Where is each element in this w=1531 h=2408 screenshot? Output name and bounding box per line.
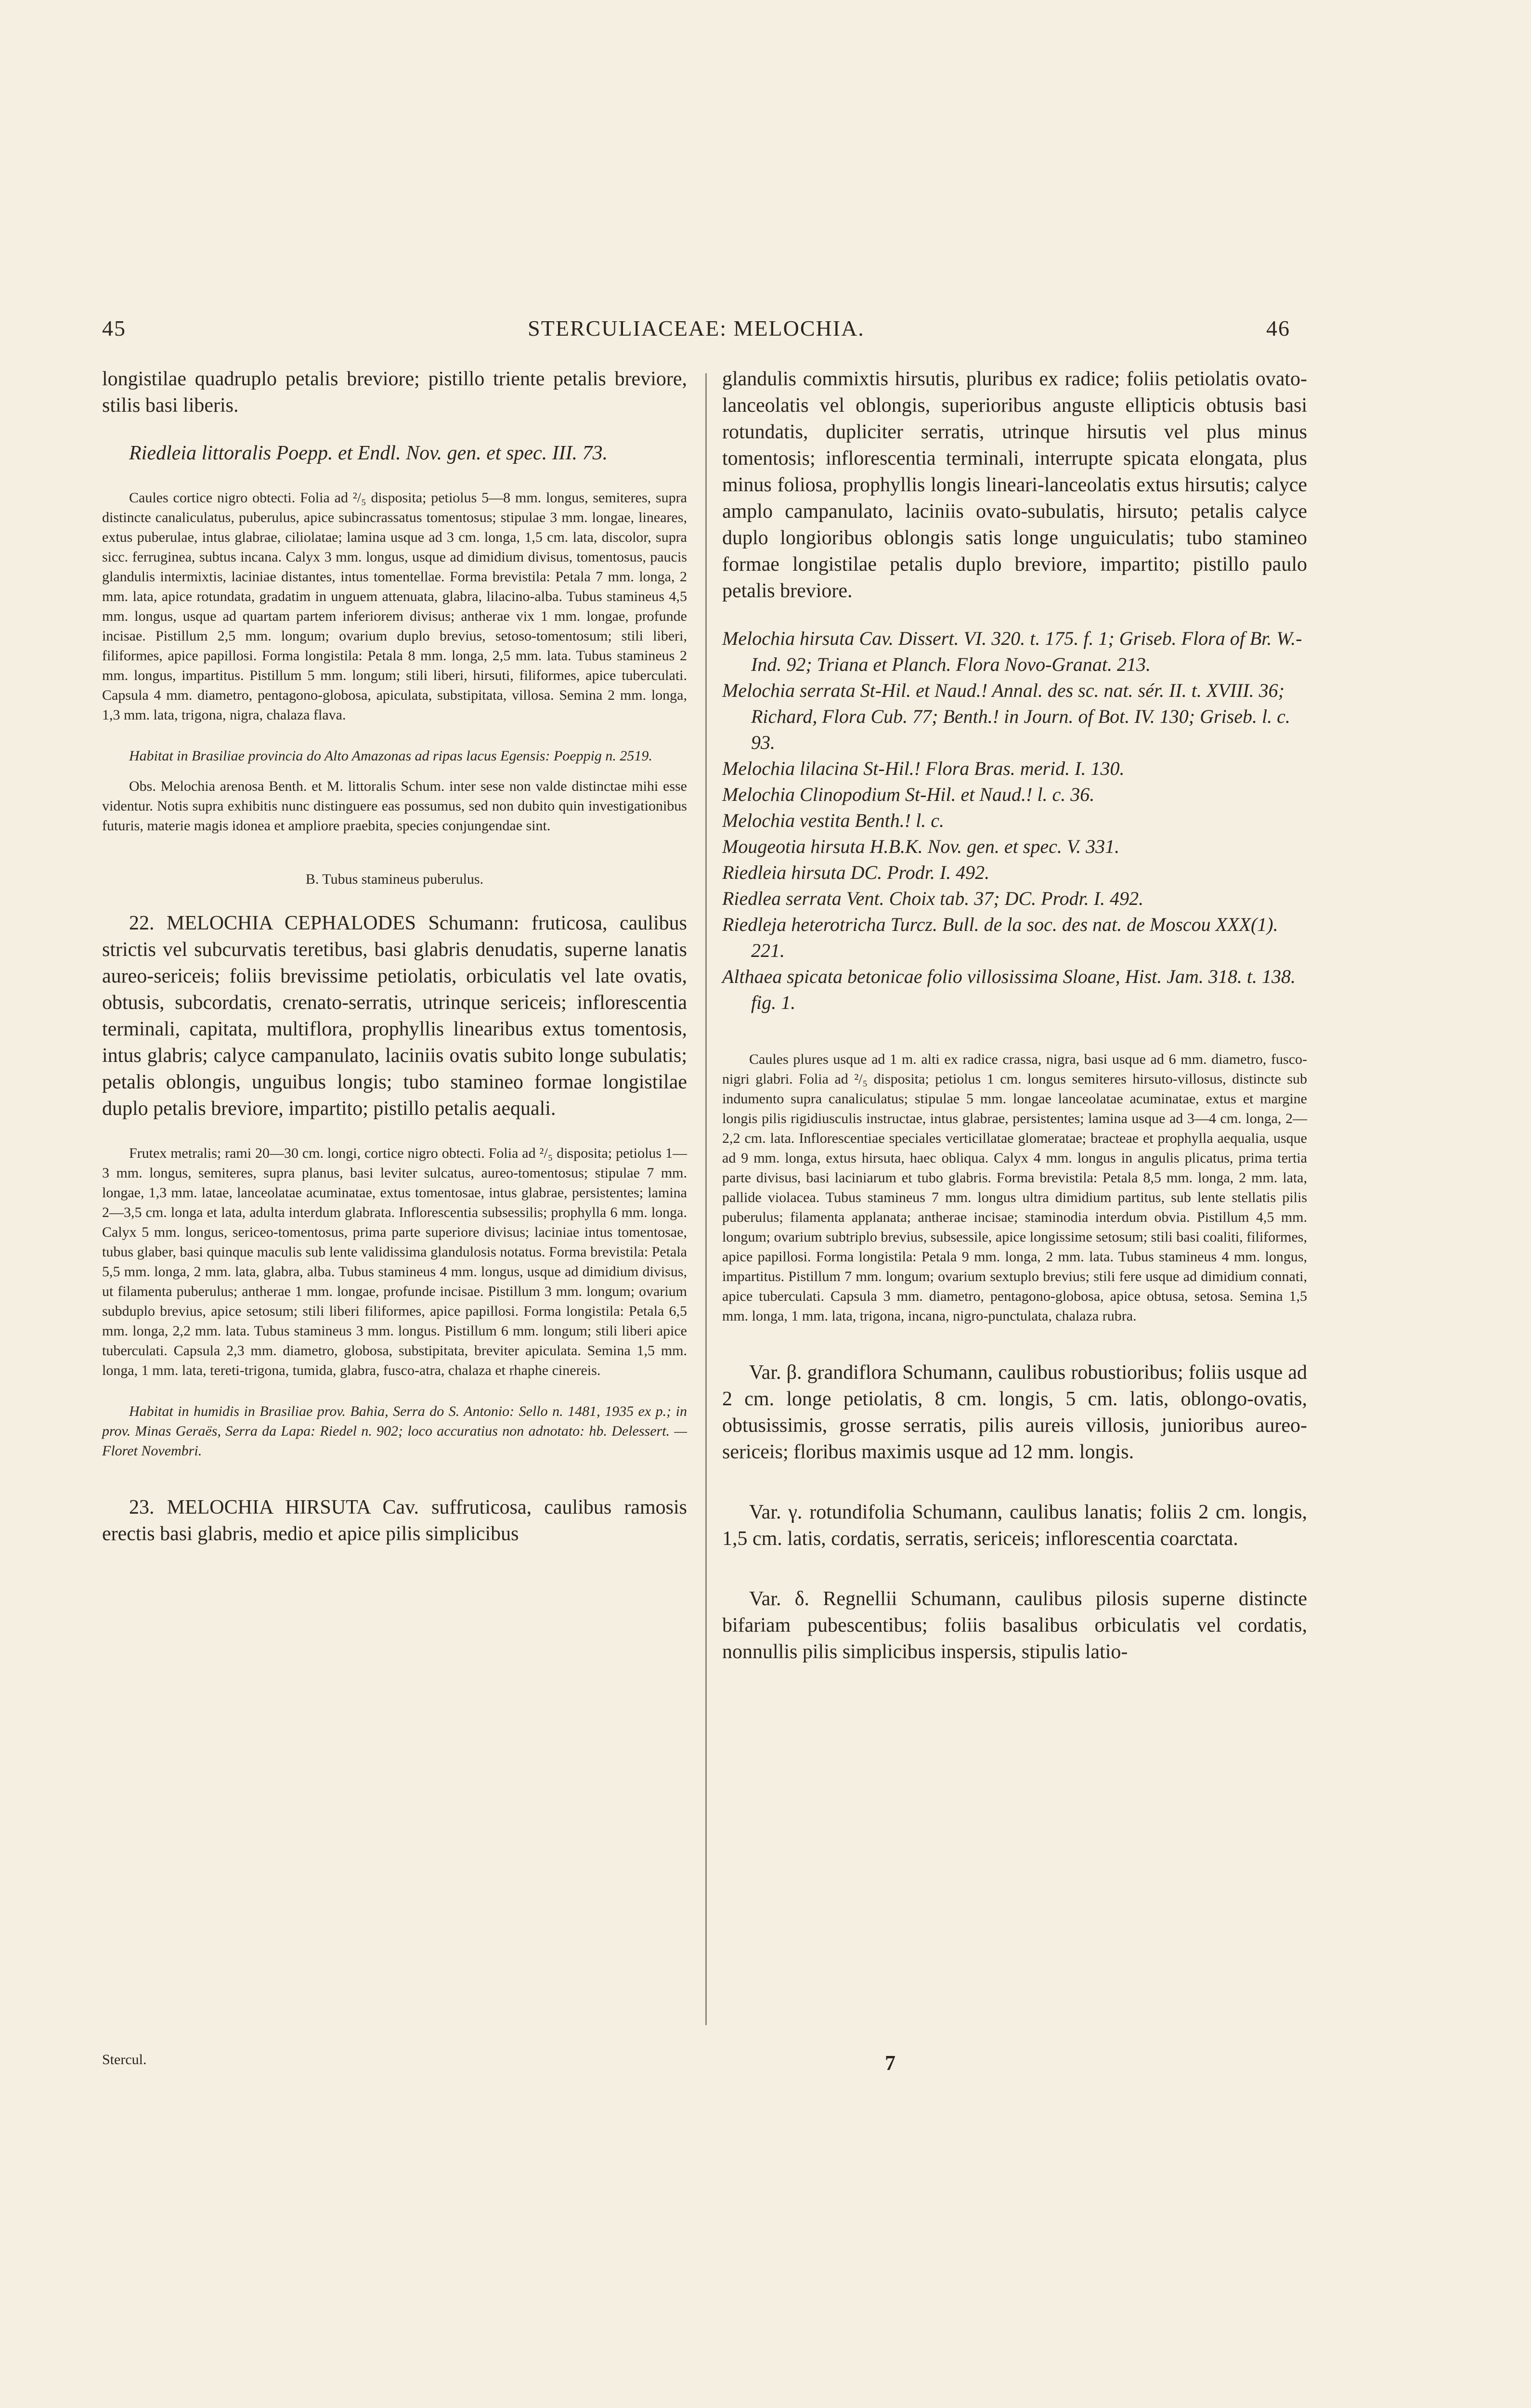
- variety-gamma: Var. γ. rotundifolia Schumann, caulibus lanatis; foliis 2 cm. longis, 1,5 cm. latis, cordatis, serratis, sericeis; inflorescentia coarctata.: [722, 1501, 1307, 1550]
- synonym-entry: Mougeotia hirsuta H.B.K. Nov. gen. et spec. V. 331.: [722, 836, 1120, 857]
- synonym-entry: Riedleja heterotricha Turcz. Bull. de la soc. des nat. de Moscou XXX(1). 221.: [722, 914, 1278, 961]
- observation-note: Obs. Melochia arenosa Benth. et M. littoralis Schum. inter sese non valde distinctae mihi esse videntur. Notis supra exhibitis nunc distinguere eas possumus, sed non dubito quin investigationibus futuris, materie magis idonea et ampliore praebita, species conjungendae sint.: [102, 778, 687, 834]
- page-number-left: 45: [102, 316, 126, 340]
- species-23-diagnosis: 23. MELOCHIA HIRSUTA Cav. suffruticosa, caulibus ramosis erectis basi glabris, medio et apice pilis simplicibus: [102, 1496, 687, 1545]
- species-22-description: Frutex metralis; rami 20—30 cm. longi, cortice nigro obtecti. Folia ad ²/₅ disposita; petiolus 1—3 mm. longus, semiteres, supra planus, basi leviter sulcatus, aureo-tomentosus; stipulae 7 mm. longae, 1,3 mm. latae, lanceolatae acuminatae, extus tomentosae, intus glabrae, persistentes; lamina 2—3,5 cm. longa et lata, adulta interdum glabrata. Inflorescentia subsessilis; prophylla 6 mm. longa. Calyx 5 mm. longus, sericeo-tomentosus, prima parte superiore divisus; laciniae intus tomentosae, tubus glaber, basi quinque maculis sub lente validissima glandulosis notatus. Forma brevistila: Petala 5,5 mm. longa, 2 mm. lata, glabra, alba. Tubus stamineus 4 mm. longus, usque ad dimidium divisus, ut filamenta puberulus; antherae 1 mm. longae, profunde incisae. Pistillum 3 mm. longum; ovarium subduplo brevius, apice setosum; stili liberi filiformes, apice papillosi. Forma longistila: Petala 6,5 mm. longa, 2,2 mm. lata. Tubus stamineus 3 mm. longus. Pistillum 6 mm. longum; stili liberi apice tuberculati. Capsula 2,3 mm. diametro, globosa, substipitata, breviter apiculata. Semina 1,5 mm. longa, 1 mm. lata, tereti-trigona, tumida, glabra, fusco-atra, chalaza et rhaphe cinereis.: [102, 1145, 687, 1378]
- synonym-list: [722, 626, 1307, 1016]
- description-text: Caules cortice nigro obtecti. Folia ad ²/₅ disposita; petiolus 5—8 mm. longus, semiteres, supra distincte canaliculatus, puberulus, apice subincrassatus tomentosus; stipulae 3 mm. longae, lineares, extus puberulae, intus glabrae, ciliolatae; lamina usque ad 3 cm. longa, 1,5 cm. lata, discolor, supra sicc. ferruginea, subtus incana. Calyx 3 mm. longus, usque ad dimidium divisus, tomentosus, paucis glandulis intermixtis, laciniae distantes, intus tomentellae. Forma brevistila: Petala 7 mm. longa, 2 mm. lata, apice rotundata, gradatim in unguem attenuata, glabra, lilacino-alba. Tubus stamineus 4,5 mm. longus, usque ad quartam partem inferiorem divisus; antherae vix 1 mm. longae, profunde incisae. Pistillum 2,5 mm. longum; ovarium duplo brevius, setoso-tomentosum; stili liberi, filiformes, apice papillosi. Forma longistila: Petala 8 mm. longa, 2,5 mm. lata. Tubus stamineus 2 mm. longus, impartitus. Pistillum 5 mm. longum; stili liberi, hirsuti, filiformes, apice tuberculati. Capsula 4 mm. diametro, pentagono-globosa, apiculata, substipitata, villosa. Semina 2 mm. longa, 1,3 mm. lata, trigona, nigra, chalaza flava.: [102, 490, 687, 723]
- synonym-entry: Althaea spicata betonicae folio villosissima Sloane, Hist. Jam. 318. t. 138. fig. 1.: [722, 966, 1296, 1013]
- synonym-entry: Melochia vestita Benth.! l. c.: [722, 810, 944, 831]
- species-22-habitat: Habitat in humidis in Brasiliae prov. Bahia, Serra do S. Antonio: Sello n. 1481, 1935 ex p.; in prov. Minas Geraës, Serra da Lapa: Riedel n. 902; loco accuratius non adnotato: hb. Delessert. — Floret Novembri.: [102, 1403, 687, 1459]
- habitat-note: Habitat in Brasiliae provincia do Alto Amazonas ad ripas lacus Egensis: Poeppig n. 2519.: [129, 748, 652, 764]
- species-22-diagnosis: 22. MELOCHIA CEPHALODES Schumann: fruticosa, caulibus strictis vel subcurvatis teretibus, basi glabris denudatis, superne lanatis aureo-sericeis; foliis brevissime petiolatis, orbiculatis vel late ovatis, obtusis, subcordatis, crenato-serratis, utrinque sericeis; inflorescentia terminali, capitata, multiflora, prophyllis linearibus extus tomentosis, intus glabris; calyce campanulato, laciniis ovatis subito longe subulatis; petalis oblongis, unguibus longis; tubo stamineo formae longistilae duplo petalis breviore, impartito; pistillo petalis aequali.: [102, 912, 687, 1120]
- synonym-entry: Riedleia hirsuta DC. Prodr. I. 492.: [722, 862, 990, 883]
- citation-riedleia-littoralis: Riedleia littoralis Poepp. et Endl. Nov. gen. et spec. III. 73.: [129, 442, 608, 464]
- page-header: [102, 315, 1290, 349]
- left-column: [102, 366, 687, 1547]
- variety-delta: Var. δ. Regnellii Schumann, caulibus pilosis superne distincte bifariam pubescentibus; foliis basalibus orbiculatis vel cordatis, nonnullis pilis simplicibus inspersis, stipulis latio-: [722, 1588, 1307, 1663]
- column-divider: [705, 373, 707, 2025]
- synonym-entry: Melochia Clinopodium St-Hil. et Naud.! l. c. 36.: [722, 784, 1095, 805]
- species-23-diagnosis-continued: glandulis commixtis hirsutis, pluribus ex radice; foliis petiolatis ovato-lanceolatis vel oblongis, superioribus anguste ellipticis obtusis basi rotundatis, dupliciter serratis, utrinque hirsutis vel plus minus tomentosis; inflorescentia terminali, interrupte spicata elongata, plus minus foliosa, prophyllis longis lineari-lanceolatis extus hirsutis; calyce amplo campanulato, laciniis ovato-subulatis, hirsuto; petalis calyce duplo longioribus oblongis satis longe unguiculatis; tubo stamineo formae longistilae petalis duplo breviore, impartito; pistillo paulo petalis breviore.: [722, 368, 1307, 602]
- signature-mark: 7: [885, 2051, 895, 2075]
- section-heading: B. Tubus stamineus puberulus.: [305, 871, 484, 887]
- footer-label: Stercul.: [102, 2052, 147, 2068]
- running-title: STERCULIACEAE: MELOCHIA.: [528, 316, 865, 340]
- synonym-entry: Melochia lilacina St-Hil.! Flora Bras. merid. I. 130.: [722, 758, 1125, 779]
- continued-description: longistilae quadruplo petalis breviore; pistillo triente petalis breviore, stilis basi liberis.: [102, 368, 687, 417]
- page-number-right: 46: [1266, 316, 1290, 340]
- variety-beta: Var. β. grandiflora Schumann, caulibus robustioribus; foliis usque ad 2 cm. longe petiolatis, 8 cm. longis, 5 cm. latis, oblongo-ovatis, obtusissimis, grosse serratis, pilis aureis villosis, junioribus aureo-sericeis; floribus maximis usque ad 12 mm. longis.: [722, 1361, 1307, 1463]
- right-column: [722, 366, 1307, 1665]
- synonym-entry: Melochia serrata St-Hil. et Naud.! Annal. des sc. nat. sér. II. t. XVIII. 36; Richard, Flora Cub. 77; Benth.! in Journ. of Bot. IV. 130; Griseb. l. c. 93.: [722, 680, 1290, 753]
- synonym-entry: Riedlea serrata Vent. Choix tab. 37; DC. Prodr. I. 492.: [722, 888, 1144, 909]
- synonym-entry: Melochia hirsuta Cav. Dissert. VI. 320. t. 175. f. 1; Griseb. Flora of Br. W.-Ind. 92; Triana et Planch. Flora Novo-Granat. 213.: [722, 628, 1302, 675]
- species-23-description: Caules plures usque ad 1 m. alti ex radice crassa, nigra, basi usque ad 6 mm. diametro, fusco-nigri glabri. Folia ad ²/₅ disposita; petiolus 1 cm. longus semiteres hirsuto-villosus, distincte sub indumento supra canaliculatus; stipulae 5 mm. longae lanceolatae acuminatae, extus et margine longis pilis rigidiusculis instructae, intus glabrae, persistentes; lamina usque ad 3—4 cm. longa, 2—2,2 cm. lata. Inflorescentiae speciales verticillatae glomeratae; bracteae et prophylla aequalia, usque ad 9 mm. longa, extus hirsuta, haec obliqua. Calyx 4 mm. longus in angulis plicatus, prima tertia parte divisus, basi laciniarum et tubo glabris. Forma brevistila: Petala 8,5 mm. longa, 2 mm. lata, pallide violacea. Tubus stamineus 7 mm. longus ultra dimidium partitus, sub lente stellatis pilis puberulus; filamenta applanata; antherae incisae; staminodia interdum obvia. Pistillum 4,5 mm. longum; ovarium subtriplo brevius, subsessile, apice longissime setosum; stili basi coaliti, filiformes, apice papillosi. Forma longistila: Petala 9 mm. longa, 2 mm. lata. Tubus stamineus 4 mm. longus, impartitus. Pistillum 7 mm. longum; ovarium sextuplo brevius; stili fere usque ad dimidium connati, apice tuberculati. Capsula 3 mm. diametro, pentagono-globosa, apice obtusa, setosa. Semina 1,5 mm. longa, 1 mm. lata, trigona, incana, nigro-punctulata, chalaza rubra.: [722, 1051, 1307, 1324]
